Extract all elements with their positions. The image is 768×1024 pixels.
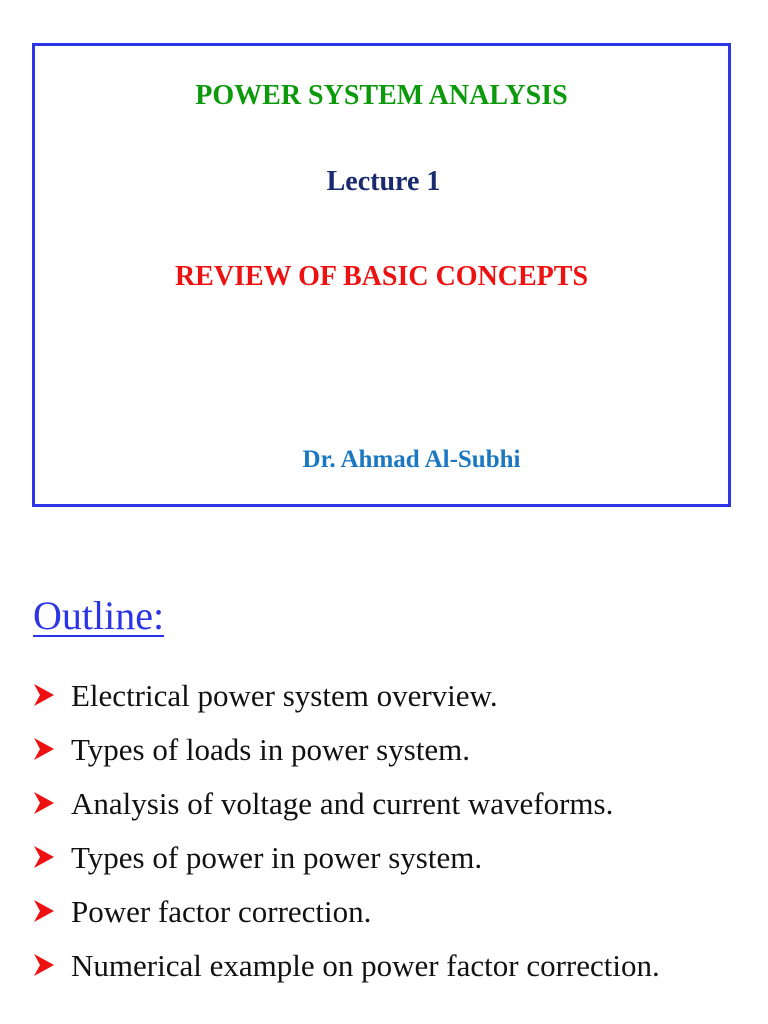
arrowhead-bullet-icon [33,899,55,923]
arrowhead-bullet-icon [33,845,55,869]
lecture-number: Lecture 1 [326,166,441,197]
outline-item-text: Electrical power system overview. [71,678,498,713]
outline-item-text: Types of power in power system. [71,840,483,875]
outline-item-text: Types of loads in power system. [71,732,471,767]
arrowhead-bullet-icon [33,953,55,977]
course-title: POWER SYSTEM ANALYSIS [195,80,568,111]
outline-item [33,950,660,1004]
author-name: Dr. Ahmad Al-Subhi [302,446,521,473]
outline-item-text: Power factor correction. [71,894,372,929]
outline-item-text: Analysis of voltage and current waveforms. [71,786,614,821]
outline-item [33,788,660,842]
outline-list [33,680,660,1004]
arrowhead-bullet-icon [33,791,55,815]
lecture-subtitle: REVIEW OF BASIC CONCEPTS [174,261,589,292]
outline-heading: Outline: [33,593,165,638]
title-slide-box [32,43,731,507]
outline-item [33,680,660,734]
outline-item-text: Numerical example on power factor correction. [71,948,660,983]
arrowhead-bullet-icon [33,737,55,761]
outline-item [33,842,660,896]
outline-item [33,896,660,950]
outline-item [33,734,660,788]
arrowhead-bullet-icon [33,683,55,707]
